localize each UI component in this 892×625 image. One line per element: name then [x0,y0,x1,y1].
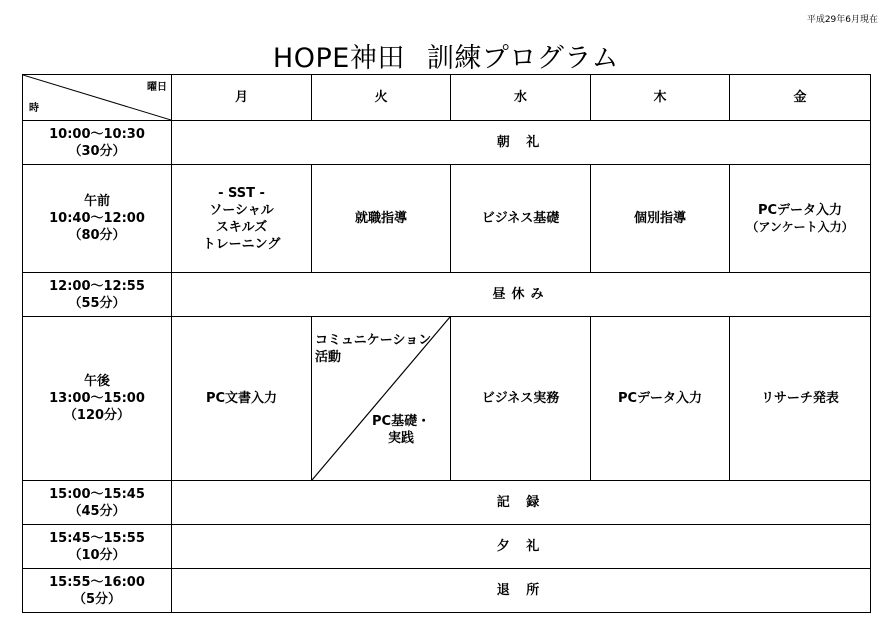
row-evening-assembly [23,525,871,569]
time-cell: 12:00～12:55 （55分） [23,273,172,317]
corner-time-label: 時 [29,103,39,114]
all-days-cell: 記 録 [172,481,871,525]
title-program: 訓練プログラム [426,43,620,74]
all-days-cell: 退 所 [172,569,871,613]
row-pm-session [23,317,871,481]
tue-pm-lower-activity: PC基礎・ 実践 [372,414,431,446]
cell-fri-pm: リサーチ発表 [730,317,871,481]
time-cell: 15:55～16:00 （5分） [23,569,172,613]
schedule-table [22,74,871,613]
title-facility: HOPE神田 [272,43,405,74]
row-morning-assembly [23,121,871,165]
cell-mon-pm: PC文書入力 [172,317,312,481]
cell-thu-am: 個別指導 [591,165,730,273]
row-lunch [23,273,871,317]
day-header-fri: 金 [730,75,871,121]
cell-fri-am: PCデータ入力 （アンケート入力） [730,165,871,273]
corner-day-label: 曜日 [147,82,167,93]
tue-pm-upper-activity: コミュニケーション 活動 [315,333,432,365]
as-of-note: 平成29年6月現在 [806,15,878,25]
all-days-cell: 昼休み [172,273,871,317]
cell-wed-am: ビジネス基礎 [451,165,591,273]
row-am-session [23,165,871,273]
row-leave [23,569,871,613]
day-header-wed: 水 [451,75,591,121]
all-days-cell: 朝 礼 [172,121,871,165]
day-header-mon: 月 [172,75,312,121]
cell-tue-pm-split [312,317,451,481]
cell-tue-am: 就職指導 [312,165,451,273]
header-corner-cell [23,75,172,121]
time-cell: 15:45～15:55 （10分） [23,525,172,569]
day-header-thu: 木 [591,75,730,121]
cell-thu-pm: PCデータ入力 [591,317,730,481]
row-record [23,481,871,525]
time-cell: 午前 10:40～12:00 （80分） [23,165,172,273]
header-row [23,75,871,121]
time-cell: 午後 13:00～15:00 （120分） [23,317,172,481]
time-cell: 10:00～10:30 （30分） [23,121,172,165]
page-title [0,36,892,75]
cell-mon-am: - SST - ソーシャル スキルズ トレーニング [172,165,312,273]
all-days-cell: 夕 礼 [172,525,871,569]
time-cell: 15:00～15:45 （45分） [23,481,172,525]
day-header-tue: 火 [312,75,451,121]
cell-wed-pm: ビジネス実務 [451,317,591,481]
